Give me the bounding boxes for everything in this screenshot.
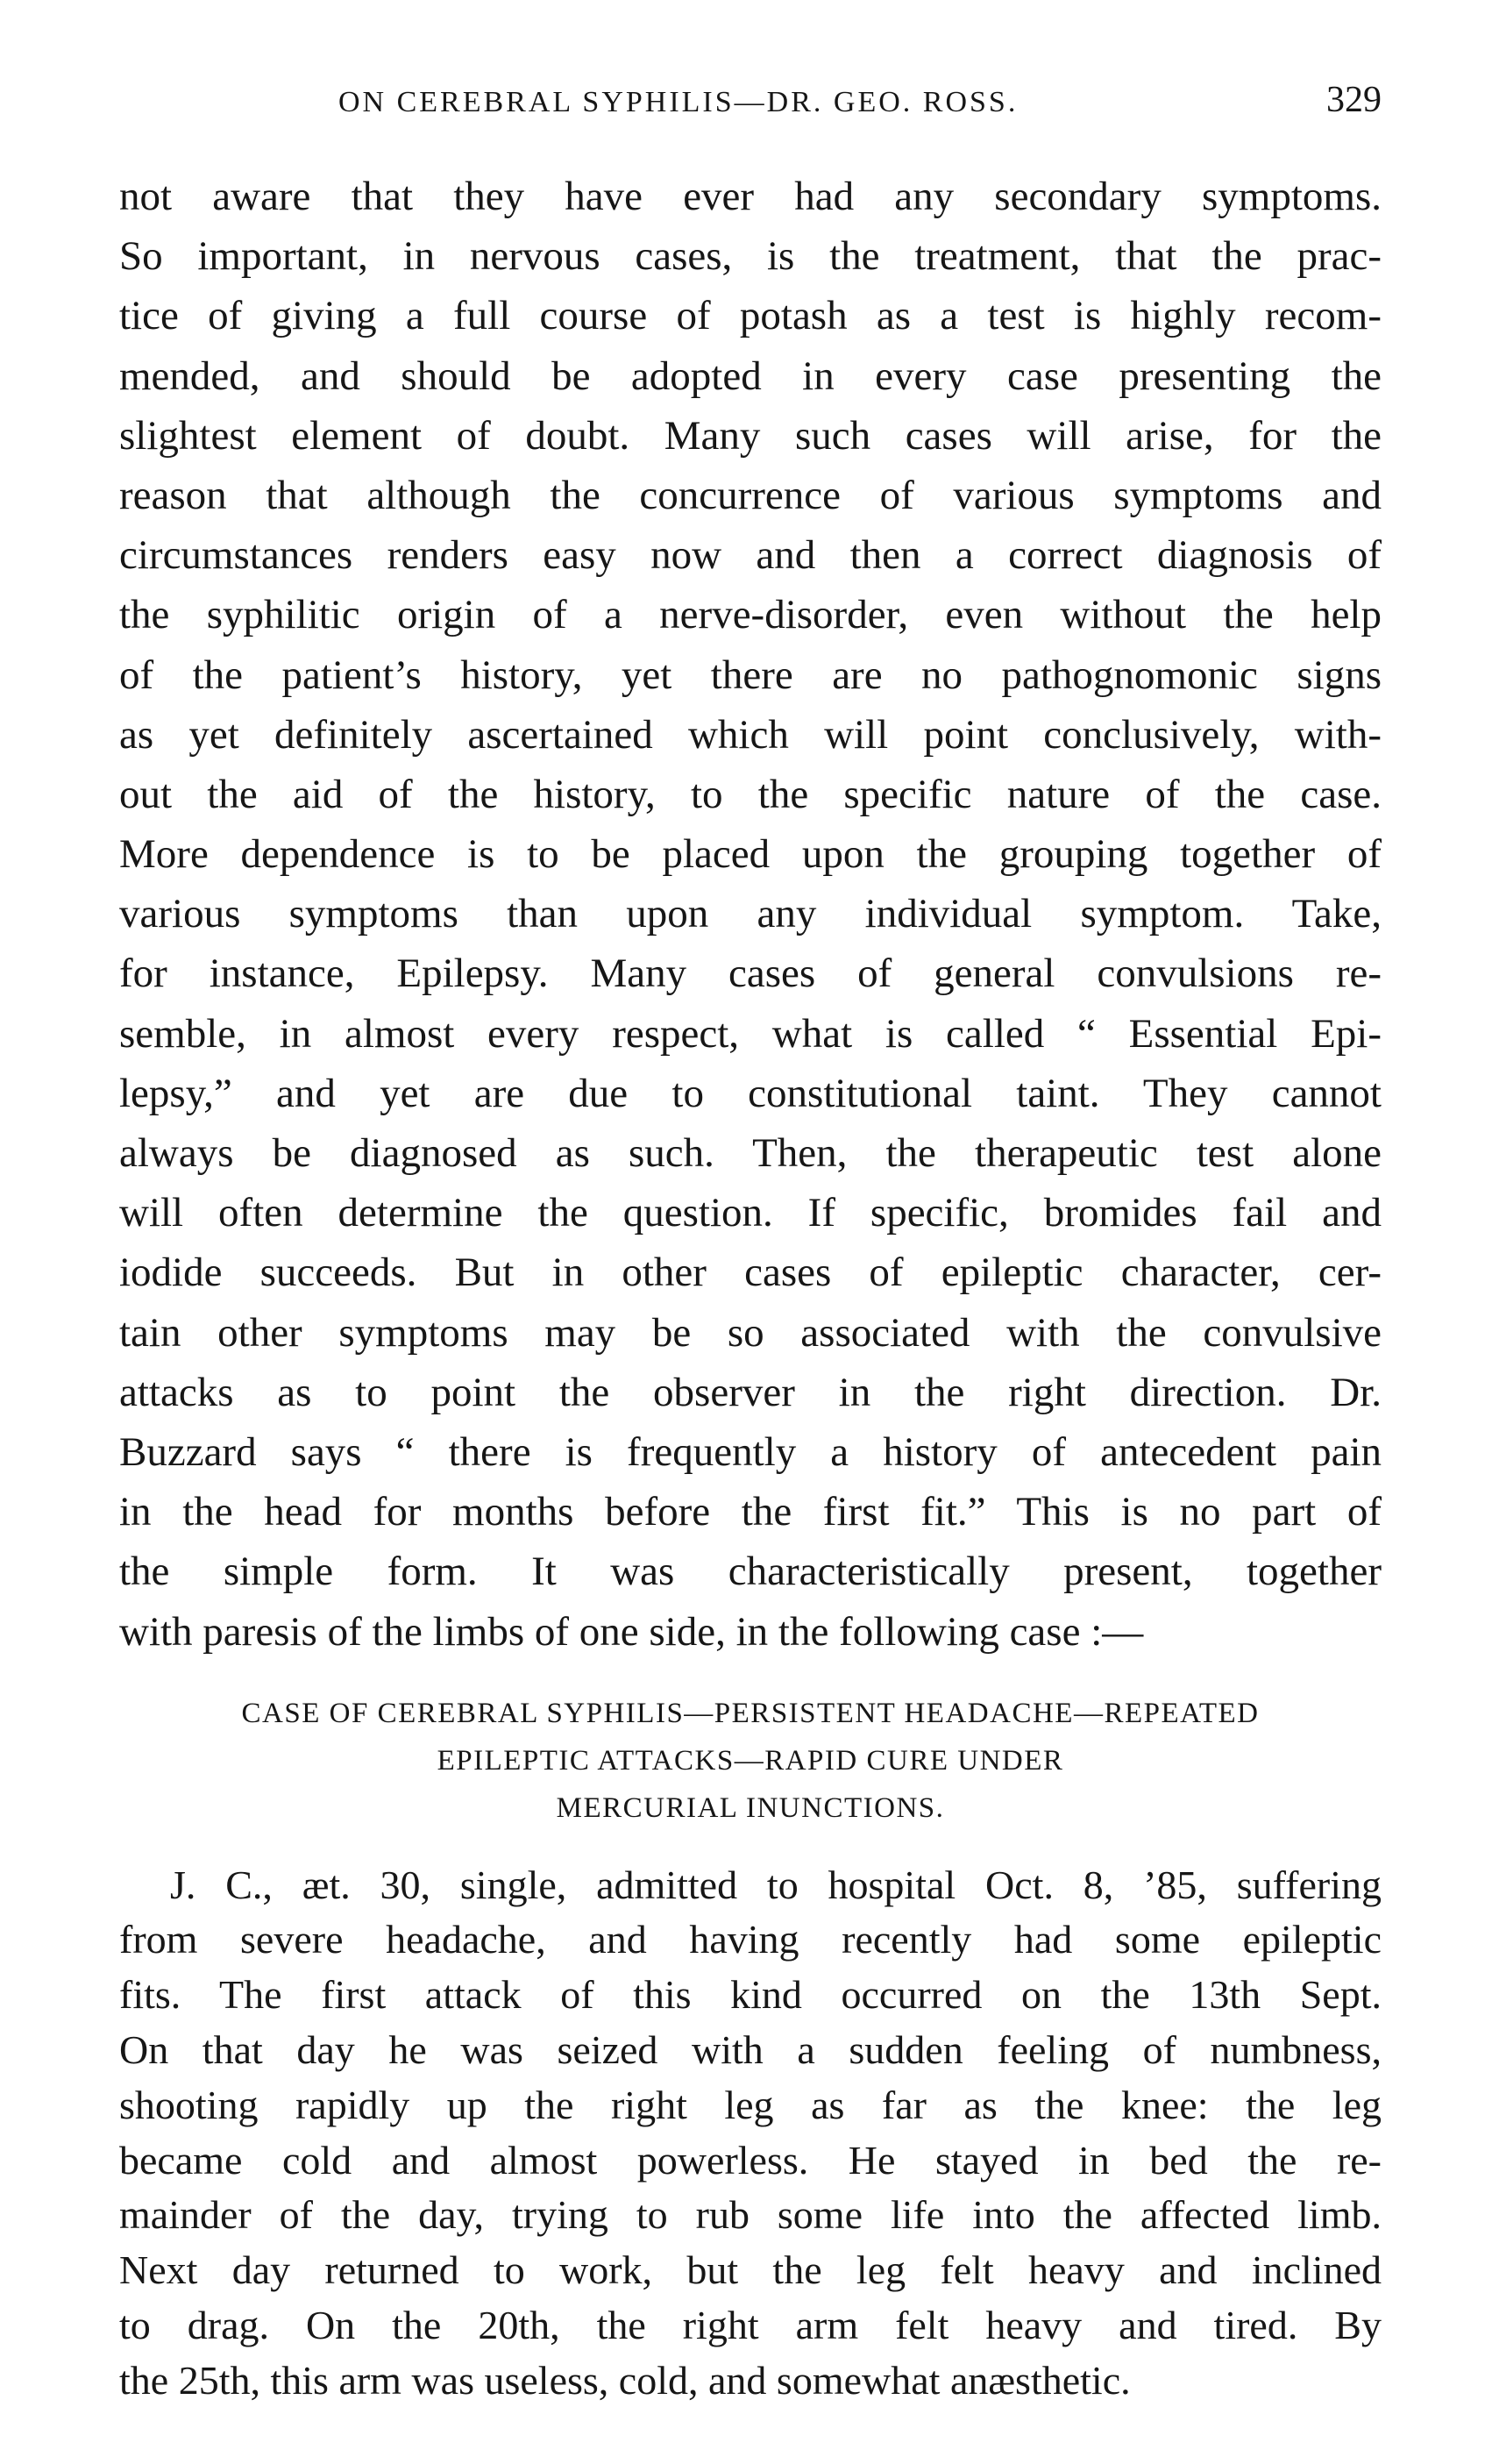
text-line: slightest element of doubt. Many such cases will arise, for the xyxy=(119,412,1382,459)
page-number: 329 xyxy=(1326,80,1382,120)
case-text-line: from severe headache, and having recently had some epileptic xyxy=(119,1917,1382,1962)
case-text-line: J. C., æt. 30, single, admitted to hospital Oct. 8, ’85, suffering xyxy=(170,1862,1382,1907)
case-heading-line: CASE OF CEREBRAL SYPHILIS—PERSISTENT HEADACHE—REPEATED xyxy=(241,1697,1260,1729)
case-text-line: shooting rapidly up the right leg as far as the knee: the leg xyxy=(119,2082,1382,2127)
case-paragraph xyxy=(119,1858,1382,2409)
text-line: So important, in nervous cases, is the treatment, that the prac- xyxy=(119,233,1382,280)
text-line: attacks as to point the observer in the right direction. Dr. xyxy=(119,1369,1382,1415)
text-line: tain other symptoms may be so associated with the convulsive xyxy=(119,1309,1382,1356)
case-text-line: mainder of the day, trying to rub some life into the affected limb. xyxy=(119,2192,1382,2238)
text-line: will often determine the question. If specific, bromides fail and xyxy=(119,1190,1382,1236)
text-line: reason that although the concurrence of various symptoms and xyxy=(119,472,1382,518)
text-line: the simple form. It was characteristically present, together xyxy=(119,1549,1382,1595)
case-text-line: the 25th, this arm was useless, cold, and somewhat anæsthetic. xyxy=(119,2357,1131,2403)
text-line: out the aid of the history, to the specific nature of the case. xyxy=(119,771,1382,817)
body-paragraph xyxy=(119,167,1382,1662)
text-line: not aware that they have ever had any secondary symptoms. xyxy=(119,174,1382,219)
case-heading-line: EPILEPTIC ATTACKS—RAPID CURE UNDER xyxy=(437,1744,1064,1777)
text-line: More dependence is to be placed upon the grouping together of xyxy=(119,831,1382,878)
text-line: circumstances renders easy now and then a correct diagnosis of xyxy=(119,532,1382,579)
case-text-line: fits. The first attack of this kind occurred on the 13th Sept. xyxy=(119,1972,1382,2018)
running-title: ON CEREBRAL SYPHILIS—DR. GEO. ROSS. xyxy=(338,86,1019,118)
case-heading-line: MERCURIAL INUNCTIONS. xyxy=(556,1791,945,1824)
case-text-line: became cold and almost powerless. He stayed in bed the re- xyxy=(119,2137,1382,2183)
text-line: semble, in almost every respect, what is called “ Essential Epi- xyxy=(119,1010,1382,1057)
text-line: mended, and should be adopted in every case presenting the xyxy=(119,353,1382,399)
case-text-line: On that day he was seized with a sudden feeling of numbness, xyxy=(119,2027,1382,2073)
text-line: lepsy,” and yet are due to constitutional taint. They cannot xyxy=(119,1070,1382,1116)
text-line: iodide succeeds. But in other cases of epileptic character, cer- xyxy=(119,1250,1382,1296)
text-line: for instance, Epilepsy. Many cases of general convulsions re- xyxy=(119,951,1382,997)
text-line: Buzzard says “ there is frequently a history of antecedent pain xyxy=(119,1428,1382,1475)
text-line: the syphilitic origin of a nerve-disorder, even without the help xyxy=(119,592,1382,638)
text-line: in the head for months before the first fit.” This is no part of xyxy=(119,1489,1382,1535)
text-line: various symptoms than upon any individual symptom. Take, xyxy=(119,891,1382,937)
text-line: with paresis of the limbs of one side, in the following case :— xyxy=(119,1608,1144,1655)
text-line: tice of giving a full course of potash as a test is highly recom- xyxy=(119,293,1382,339)
running-head xyxy=(119,79,1382,132)
case-text-line: Next day returned to work, but the leg felt heavy and inclined xyxy=(119,2247,1382,2293)
case-heading xyxy=(119,1690,1382,1832)
book-page xyxy=(119,79,1382,2409)
text-line: as yet definitely ascertained which will point conclusively, with- xyxy=(119,711,1382,758)
text-line: of the patient’s history, yet there are no pathognomonic signs xyxy=(119,652,1382,698)
case-text-line: to drag. On the 20th, the right arm felt heavy and tired. By xyxy=(119,2303,1382,2348)
text-line: always be diagnosed as such. Then, the therapeutic test alone xyxy=(119,1130,1382,1176)
